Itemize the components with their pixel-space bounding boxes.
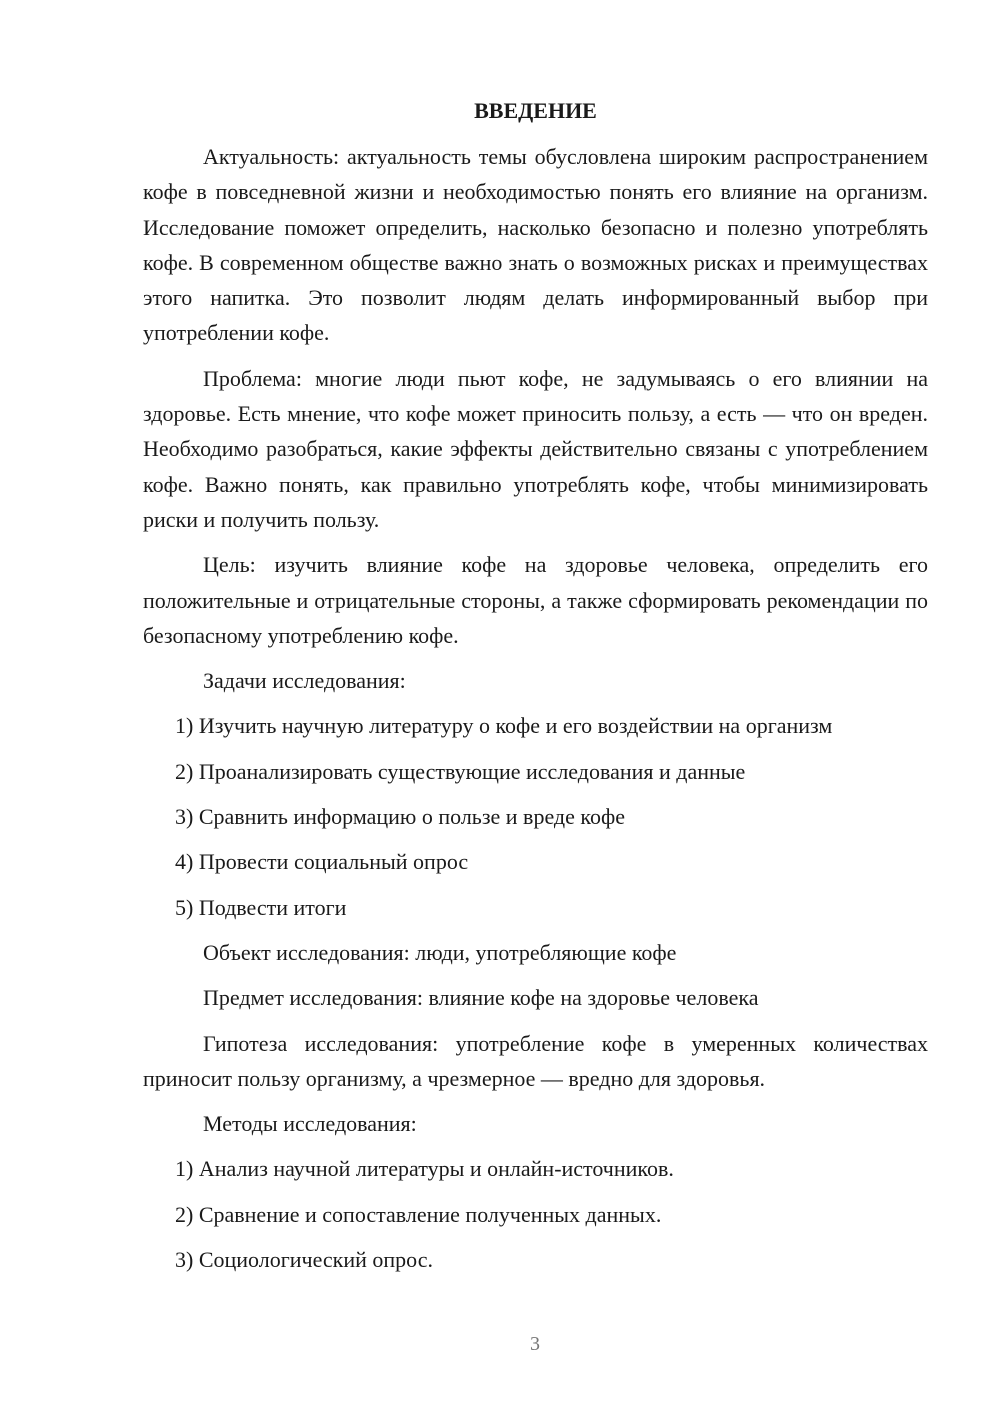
methods-heading: Методы исследования: bbox=[203, 1111, 417, 1137]
problem-paragraph: Проблема: многие люди пьют кофе, не задумываясь о его влиянии на здоровье. Есть мнение, что кофе может приносить пользу, а есть — что он вреден. Необходимо разобраться, какие эффекты действительно связаны с употреблением кофе. Важно понять, как правильно употреблять кофе, чтобы минимизировать риски и получить пользу. bbox=[143, 365, 928, 532]
research-subject: Предмет исследования: влияние кофе на здоровье человека bbox=[203, 985, 759, 1011]
tasks-list bbox=[143, 708, 928, 924]
page-number: 3 bbox=[530, 1333, 540, 1355]
list-item: 3) Социологический опрос. bbox=[175, 1247, 433, 1273]
relevance-paragraph: Актуальность: актуальность темы обусловлена широким распространением кофе в повседневной жизни и необходимостью понять его влияние на организм. Исследование поможет определить, насколько безопасно и полезно употреблять кофе. В современном обществе важно знать о возможных рисках и преимуществах этого напитка. Это позволит людям делать информированный выбор при употреблении кофе. bbox=[143, 144, 928, 346]
tasks-heading: Задачи исследования: bbox=[203, 668, 406, 694]
list-item: 2) Проанализировать существующие исследования и данные bbox=[175, 758, 746, 784]
page-content bbox=[143, 95, 928, 1287]
list-item: 2) Сравнение и сопоставление полученных данных. bbox=[175, 1201, 662, 1227]
goal-paragraph: Цель: изучить влияние кофе на здоровье человека, определить его положительные и отрицательные стороны, а также сформировать рекомендации по безопасному употреблению кофе. bbox=[143, 552, 928, 648]
list-item: 4) Провести социальный опрос bbox=[175, 849, 469, 875]
list-item: 5) Подвести итоги bbox=[175, 894, 347, 920]
hypothesis-paragraph: Гипотеза исследования: употребление кофе в умеренных количествах приносит пользу организму, а чрезмерное — вредно для здоровья. bbox=[143, 1030, 928, 1091]
list-item: 1) Изучить научную литературу о кофе и его воздействии на организм bbox=[175, 713, 833, 739]
list-item: 3) Сравнить информацию о пользе и вреде кофе bbox=[175, 804, 625, 830]
section-title: ВВЕДЕНИЕ bbox=[474, 98, 597, 123]
list-item: 1) Анализ научной литературы и онлайн-источников. bbox=[175, 1156, 674, 1182]
methods-list bbox=[143, 1151, 928, 1277]
research-object: Объект исследования: люди, употребляющие кофе bbox=[203, 939, 677, 965]
